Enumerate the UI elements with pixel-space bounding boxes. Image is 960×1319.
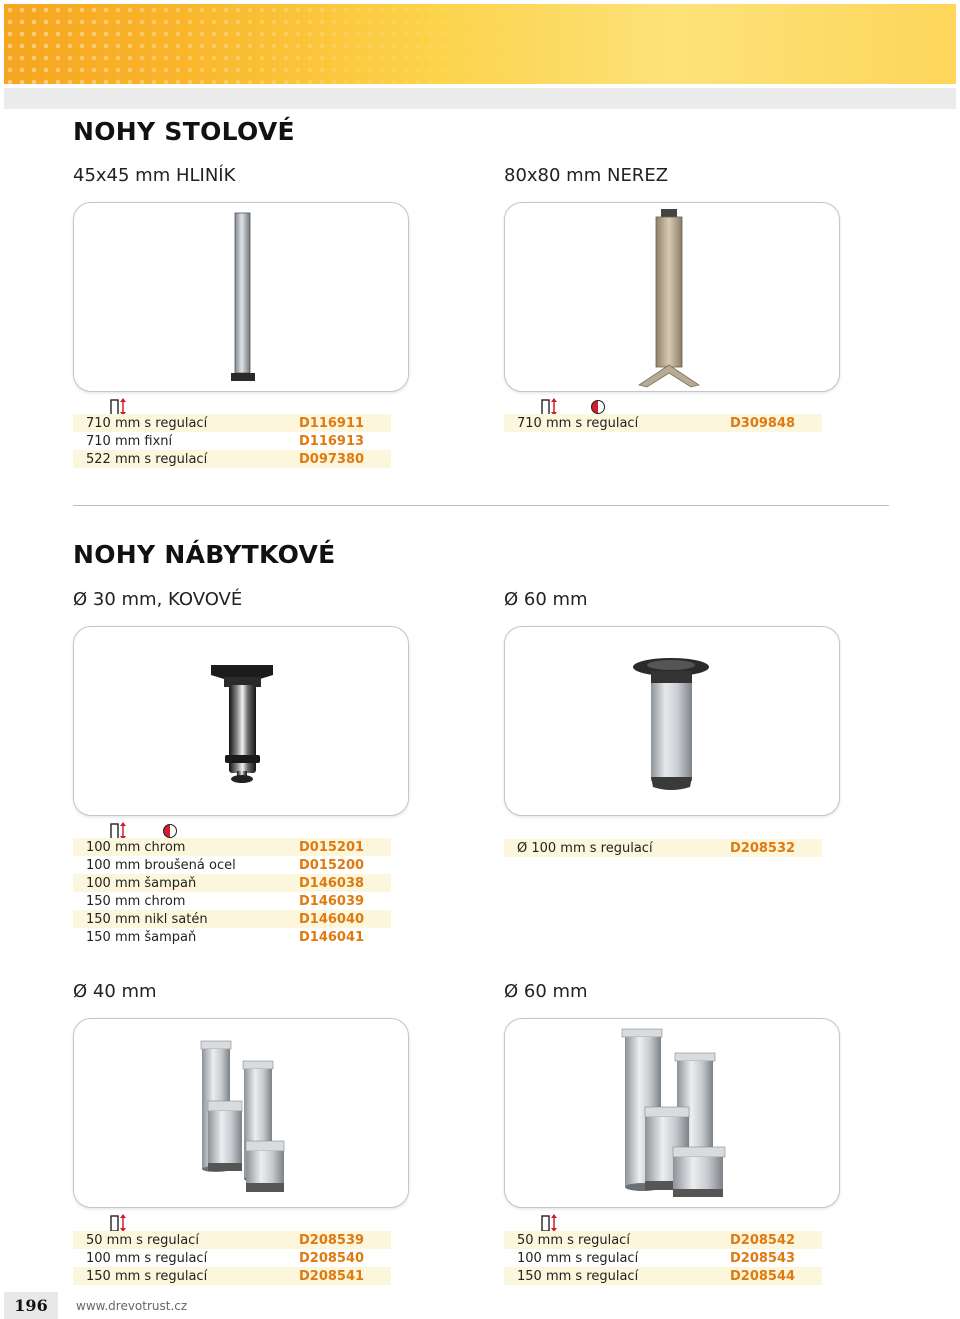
product-code: D146039	[299, 893, 365, 909]
table-row	[504, 1249, 822, 1267]
product-name: 150 mm s regulací	[517, 1268, 639, 1284]
product-name: 150 mm nikl satén	[86, 911, 208, 927]
product-table-stainless	[504, 414, 822, 432]
product-name: 710 mm s regulací	[517, 415, 639, 431]
product-code: D116913	[299, 433, 365, 449]
product-name: 50 mm s regulací	[86, 1232, 199, 1248]
table-row	[504, 1231, 822, 1249]
product-table-aluminium	[73, 414, 391, 468]
table-row	[504, 414, 822, 432]
product-code: D309848	[730, 415, 796, 431]
section-divider	[73, 505, 889, 506]
product-name: 710 mm s regulací	[86, 415, 208, 431]
product-name: 150 mm šampaň	[86, 929, 197, 945]
product-table-30mm	[73, 838, 391, 946]
product-image-metal-leg-30mm	[73, 626, 409, 816]
product-name: 100 mm chrom	[86, 839, 186, 855]
product-name: Ø 100 mm s regulací	[517, 840, 653, 856]
subtitle-40mm: Ø 40 mm	[73, 981, 157, 1002]
header-banner	[4, 4, 956, 84]
table-row	[73, 928, 391, 946]
product-name: 710 mm fixní	[86, 433, 173, 449]
subtitle-60mm: Ø 60 mm	[504, 589, 588, 610]
subtitle-stainless: 80x80 mm NEREZ	[504, 165, 669, 186]
product-code: D208542	[730, 1232, 796, 1248]
half-circle-icon	[163, 824, 177, 838]
product-code: D015200	[299, 857, 365, 873]
product-table-40mm	[73, 1231, 391, 1285]
product-image-leg-set-60mm	[504, 1018, 840, 1208]
table-row	[73, 432, 391, 450]
product-image-stainless-leg	[504, 202, 840, 392]
product-code: D208541	[299, 1268, 365, 1284]
product-code: D208544	[730, 1268, 796, 1284]
table-row	[73, 874, 391, 892]
product-name: 150 mm chrom	[86, 893, 186, 909]
subtitle-30mm-metal: Ø 30 mm, KOVOVÉ	[73, 589, 243, 610]
product-image-aluminium-leg	[73, 202, 409, 392]
product-table-60mm-set	[504, 1231, 822, 1285]
website-url[interactable]: www.drevotrust.cz	[76, 1299, 188, 1313]
table-row	[73, 1231, 391, 1249]
section-title-table-legs: NOHY STOLOVÉ	[73, 117, 295, 146]
product-code: D146041	[299, 929, 365, 945]
subtitle-aluminium: 45x45 mm HLINÍK	[73, 165, 236, 186]
product-name: 100 mm broušená ocel	[86, 857, 236, 873]
table-row	[73, 910, 391, 928]
header-grey-band	[4, 88, 956, 109]
table-row	[504, 839, 822, 857]
product-code: D208532	[730, 840, 796, 856]
half-circle-icon	[591, 400, 605, 414]
product-table-60mm-single	[504, 839, 822, 857]
table-row	[73, 892, 391, 910]
product-image-leg-60mm	[504, 626, 840, 816]
table-row	[73, 414, 391, 432]
table-row	[73, 1267, 391, 1285]
product-code: D015201	[299, 839, 365, 855]
height-adjust-icon	[541, 1213, 559, 1233]
product-name: 100 mm s regulací	[517, 1250, 639, 1266]
product-name: 150 mm s regulací	[86, 1268, 208, 1284]
product-code: D116911	[299, 415, 365, 431]
product-image-leg-set-40mm	[73, 1018, 409, 1208]
product-name: 100 mm s regulací	[86, 1250, 208, 1266]
product-name: 50 mm s regulací	[517, 1232, 630, 1248]
table-row	[73, 450, 391, 468]
page-number: 196	[4, 1292, 58, 1319]
table-row	[73, 1249, 391, 1267]
product-code: D208543	[730, 1250, 796, 1266]
product-code: D097380	[299, 451, 365, 467]
product-name: 100 mm šampaň	[86, 875, 197, 891]
height-adjust-icon	[110, 1213, 128, 1233]
product-name: 522 mm s regulací	[86, 451, 208, 467]
product-code: D146038	[299, 875, 365, 891]
section-title-furniture-legs: NOHY NÁBYTKOVÉ	[73, 540, 336, 569]
product-code: D208539	[299, 1232, 365, 1248]
banner-dot-pattern	[4, 4, 524, 84]
table-row	[73, 838, 391, 856]
table-row	[73, 856, 391, 874]
product-code: D146040	[299, 911, 365, 927]
product-code: D208540	[299, 1250, 365, 1266]
table-row	[504, 1267, 822, 1285]
subtitle-60mm-set: Ø 60 mm	[504, 981, 588, 1002]
